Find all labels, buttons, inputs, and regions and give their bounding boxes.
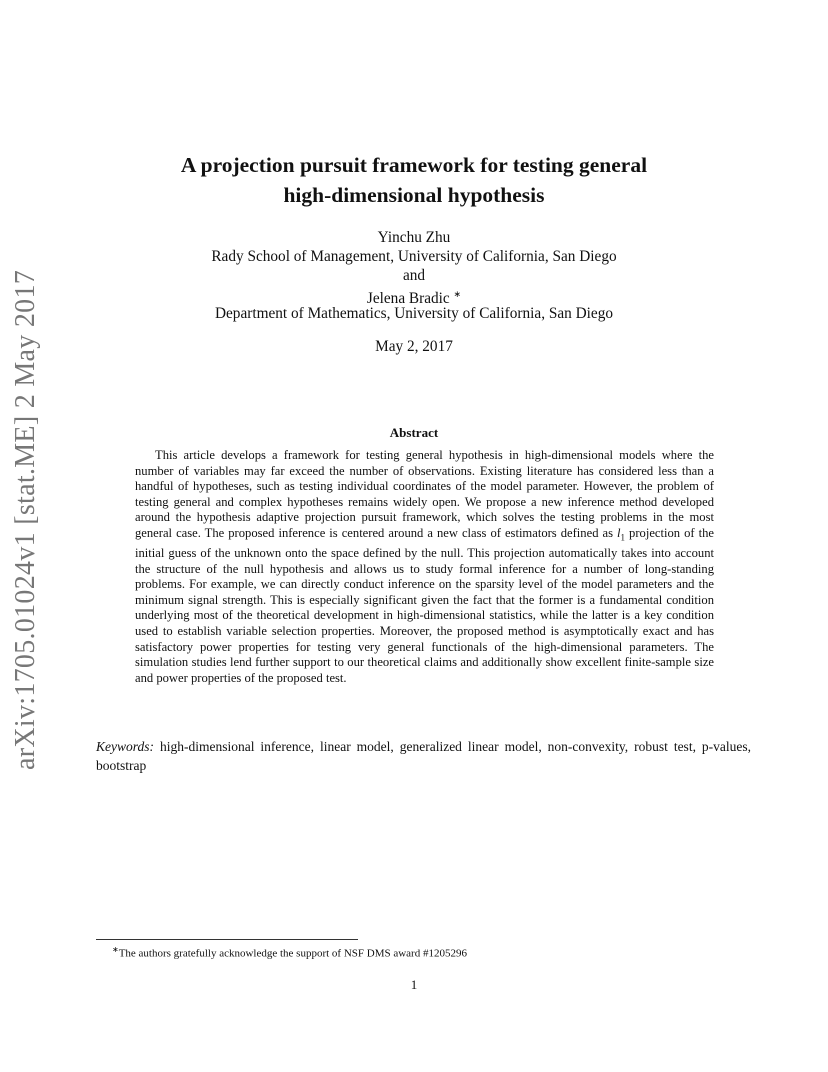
abstract-heading: Abstract — [389, 425, 439, 440]
footnote-mark: ∗ — [112, 945, 119, 954]
author-2-line — [0, 285, 828, 308]
footnote-rule — [96, 939, 358, 940]
title-line-2: high-dimensional hypothesis — [283, 183, 545, 207]
keywords-block — [96, 738, 751, 775]
paper-date: May 2, 2017 — [375, 338, 453, 355]
arxiv-side-stamp: arXiv:1705.01024v1 [stat.ME] 2 May 2017 — [10, 269, 41, 770]
abstract-body — [135, 448, 714, 686]
author-2-name: Jelena Bradic — [366, 290, 450, 308]
paper-title — [0, 150, 828, 210]
math-l1-symbol: l — [617, 525, 621, 540]
keywords-label: Keywords: — [96, 739, 154, 754]
footnote — [112, 945, 467, 960]
math-l1-subscript: 1 — [620, 532, 626, 543]
abstract-text-part-1: This article develops a framework for testing general hypothesis in high-dimensional models where the number of variables may far exceed the number of observations. Existing literature has considered less than a handful of hypotheses, such as testing individual coordinates of the model parameter. However, the problem of testing general and complex hypotheses remains widely open. We propose a new inference method developed around the hypothesis adaptive projection pursuit framework, which solves the testing problems in the most general case. The proposed inference is centered around a new class of estimators defined as — [135, 448, 714, 540]
author-block — [0, 228, 828, 323]
keywords-text: high-dimensional inference, linear model, generalized linear model, non-convexity, robust test, p-values, bootstrap — [96, 739, 752, 773]
title-line-1: A projection pursuit framework for testing general — [180, 153, 648, 177]
abstract-text-part-2: projection of the initial guess of the unknown onto the space defined by the null. This projection automatically takes into account the structure of the null hypothesis and allows us to study formal inference for a number of long-standing problems. For example, we can directly conduct inference on the sparsity level of the model parameters and the minimum signal strength. This is especially significant given the fact that the former is a fundamental condition underlying most of the theoretical development in high-dimensional statistics, while the latter is a key condition used to establish variable selection properties. Moreover, the proposed method is asymptotically exact and has satisfactory power properties for testing very general functionals of the high-dimensional parameters. The simulation studies lend further support to our theoretical claims and additionally show excellent finite-sample size and power properties of the proposed test. — [135, 525, 714, 685]
author-1-affiliation: Rady School of Management, University of California, San Diego — [211, 248, 617, 265]
footnote-text: The authors gratefully acknowledge the support of NSF DMS award #1205296 — [118, 947, 467, 960]
author-conjunction: and — [402, 267, 426, 284]
author-1-name: Yinchu Zhu — [377, 229, 451, 246]
author-2-footnote-mark: ∗ — [453, 289, 462, 299]
author-2-affiliation: Department of Mathematics, University of California, San Diego — [214, 305, 614, 322]
page-number: 1 — [410, 977, 418, 992]
